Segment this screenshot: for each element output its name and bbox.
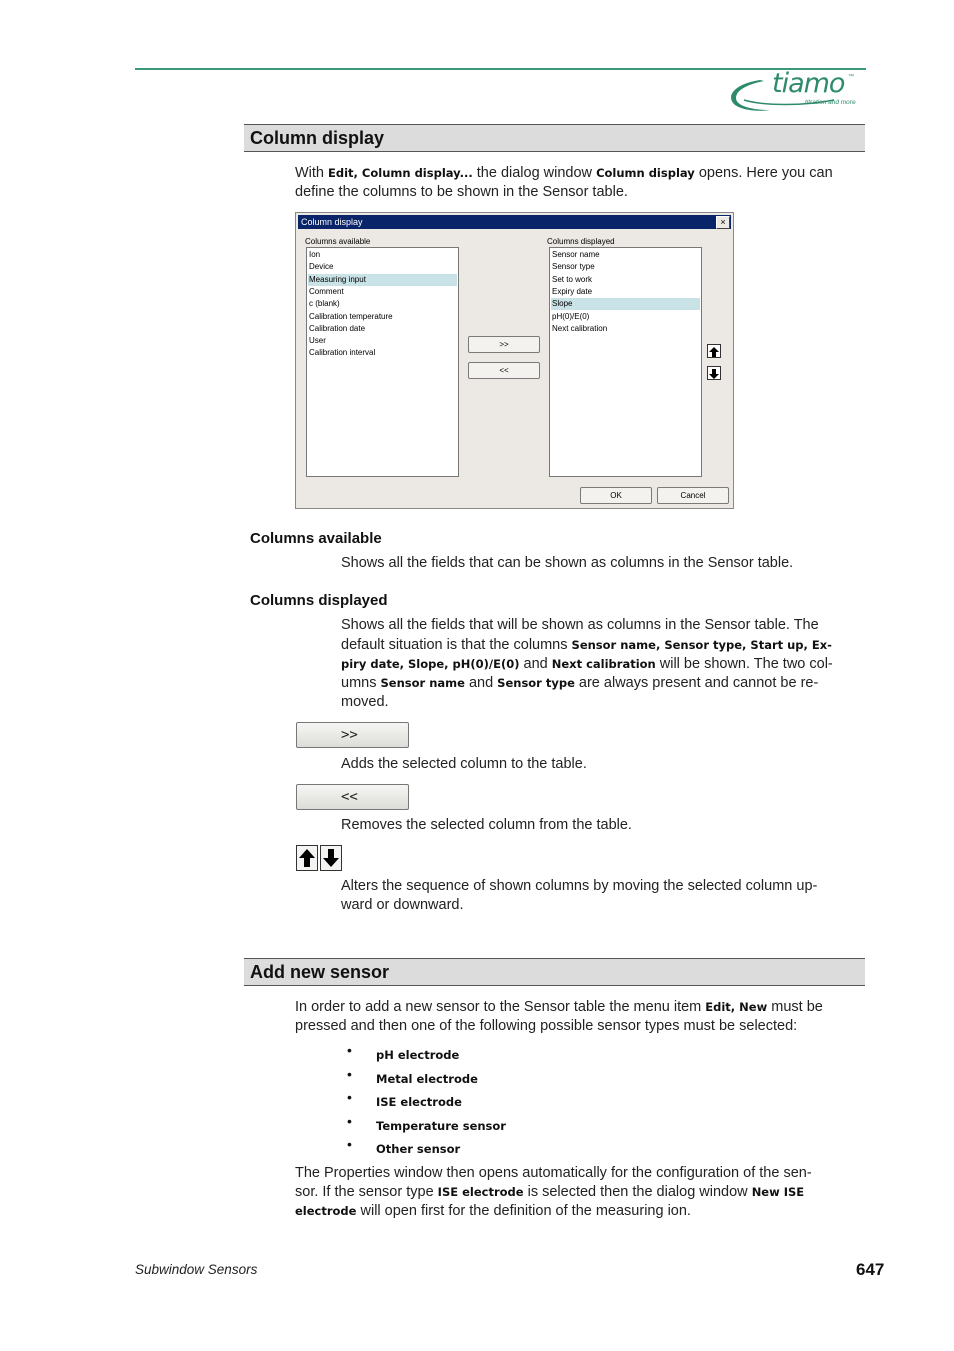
section-heading-bar	[244, 124, 865, 152]
available-item[interactable]: Measuring input	[308, 274, 457, 286]
sensor-type-item: Temperature sensor	[376, 1118, 506, 1133]
columns-available-text: Shows all the fields that can be shown as columns in the Sensor table.	[341, 555, 794, 571]
sensor-intro-line-1: In order to add a new sensor to the Sensor table the menu item Edit, New must be	[295, 999, 823, 1015]
available-item[interactable]: Ion	[309, 250, 321, 259]
sensor-type-item: Other sensor	[376, 1142, 461, 1156]
sensor-type-item: pH electrode	[376, 1048, 460, 1062]
displayed-item[interactable]: Next calibration	[552, 323, 608, 333]
logo-trademark: ™	[848, 74, 854, 80]
move-text-line-2: ward or downward.	[341, 897, 464, 913]
logo-tagline: titration and more	[805, 99, 856, 106]
sensor-outro-line-3: electrode will open first for the definition of the measuring ion.	[295, 1203, 691, 1219]
available-item[interactable]: Calibration temperature	[309, 311, 393, 321]
columns-available-heading: Columns available	[250, 530, 382, 547]
arrow-down-icon	[320, 845, 342, 871]
displayed-item[interactable]: Expiry date	[552, 286, 593, 296]
columns-displayed-line-1: Shows all the fields that will be shown as columns in the Sensor table. The	[341, 617, 819, 633]
add-column-button[interactable]: >>	[468, 336, 540, 353]
section-title: Column display	[250, 128, 385, 148]
move-up-icon[interactable]	[707, 344, 721, 358]
move-down-icon[interactable]	[707, 366, 721, 380]
logo-wordmark: tiamo	[772, 68, 845, 99]
remove-column-button[interactable]: <<	[468, 362, 540, 379]
dialog-reference: Column display	[596, 166, 695, 180]
displayed-item[interactable]: pH(0)/E(0)	[552, 311, 590, 321]
columns-displayed-line-5: moved.	[341, 694, 389, 710]
displayed-item[interactable]: Sensor name	[552, 250, 600, 259]
menu-reference: Edit, Column display...	[328, 166, 473, 180]
arrow-up-icon	[296, 845, 318, 871]
column-display-dialog	[295, 212, 734, 509]
remove-button-text: Removes the selected column from the table.	[341, 817, 632, 833]
sensor-type-item: Metal electrode	[376, 1071, 478, 1086]
footer-section-name: Subwindow Sensors	[135, 1262, 258, 1277]
columns-available-label: Columns available	[305, 237, 371, 246]
dialog-title-bar	[298, 215, 731, 229]
available-item[interactable]: Comment	[309, 286, 344, 296]
available-item[interactable]: Calibration date	[309, 323, 366, 333]
intro-line-1: With Edit, Column display... the dialog window Column display opens. Here you can	[295, 165, 833, 181]
columns-displayed-label: Columns displayed	[547, 237, 615, 246]
section-heading-bar	[244, 958, 865, 986]
columns-displayed-list[interactable]	[549, 247, 702, 477]
sensor-type-item: ISE electrode	[376, 1095, 462, 1109]
sensor-outro-line-1: The Properties window then opens automatically for the configuration of the sen-	[295, 1165, 812, 1181]
available-item[interactable]: User	[309, 336, 326, 346]
columns-displayed-line-2: default situation is that the columns Sensor name, Sensor type, Start up, Ex-	[341, 637, 832, 653]
intro-line-2: define the columns to be shown in the Sensor table.	[295, 184, 628, 200]
tiamo-logo	[724, 70, 870, 116]
bullet-icon: •	[347, 1065, 352, 1082]
bullet-icon: •	[347, 1112, 352, 1129]
dialog-title: Column display	[301, 217, 363, 227]
available-item[interactable]: Calibration interval	[309, 348, 376, 358]
sensor-intro-line-2: pressed and then one of the following possible sensor types must be selected:	[295, 1018, 798, 1034]
ok-button[interactable]: OK	[580, 487, 652, 504]
columns-displayed-heading: Columns displayed	[250, 592, 388, 609]
close-icon[interactable]: ×	[716, 216, 730, 229]
columns-available-list[interactable]	[306, 247, 459, 477]
bullet-icon: •	[347, 1042, 352, 1058]
displayed-item[interactable]: Set to work	[552, 274, 593, 284]
displayed-item[interactable]: Slope	[551, 298, 700, 310]
columns-displayed-line-3: piry date, Slope, pH(0)/E(0) and Next calibration will be shown. The two col-	[341, 656, 833, 672]
page-number: 647	[856, 1260, 885, 1279]
available-item[interactable]: c (blank)	[309, 299, 340, 309]
section-title: Add new sensor	[250, 962, 390, 982]
add-button-image: >>	[296, 722, 409, 748]
available-item[interactable]: Device	[309, 262, 334, 272]
sensor-outro-line-2: sor. If the sensor type ISE electrode is selected then the dialog window New ISE	[295, 1184, 805, 1200]
remove-button-image: <<	[296, 784, 409, 810]
bullet-icon: •	[347, 1089, 352, 1105]
displayed-item[interactable]: Sensor type	[552, 262, 595, 272]
bullet-icon: •	[347, 1136, 352, 1152]
cancel-button[interactable]: Cancel	[657, 487, 729, 504]
add-button-text: Adds the selected column to the table.	[341, 756, 587, 772]
columns-displayed-line-4: umns Sensor name and Sensor type are always present and cannot be re-	[341, 675, 819, 691]
move-text-line-1: Alters the sequence of shown columns by moving the selected column up-	[341, 878, 818, 894]
